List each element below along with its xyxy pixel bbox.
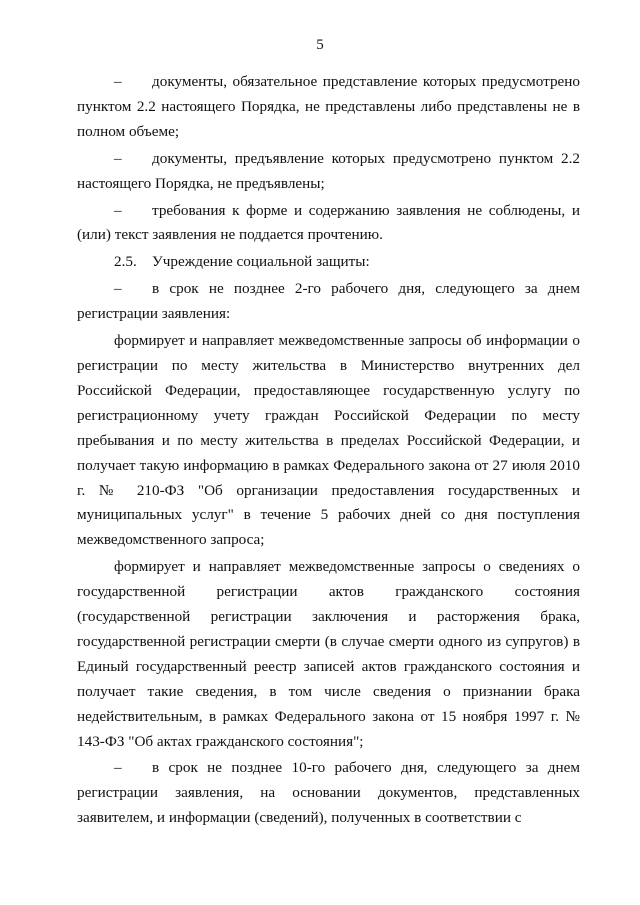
list-marker: –: [114, 201, 122, 219]
document-body: [77, 70, 580, 831]
section-number: 2.5.: [114, 253, 137, 271]
paragraph: формирует и направляет межведомственные запросы об информации о регистрации по месту жительства в Министерство внутренних дел Российской Федерации, предоставляющее государственную услугу по регистрационному учету граждан Российской Федерации по месту пребывания и по месту жительства в пределах Российской Федерации, и получает такую информацию в рамках Федерального закона от 27 июля 2010 г. № 210-ФЗ "Об организации предоставления государственных и муниципальных услуг" в течение 5 рабочих дней со дня поступления межведомственного запроса;: [77, 332, 580, 549]
paragraph-list-item: [77, 277, 580, 327]
paragraph-text: документы, предъявление которых предусмотрено пунктом 2.2 настоящего Порядка, не предъявлены;: [77, 149, 580, 192]
paragraph-list-item: [77, 70, 580, 145]
list-marker: –: [114, 73, 122, 90]
paragraph-list-item: [77, 756, 580, 831]
paragraph-text: в срок не позднее 2-го рабочего дня, следующего за днем регистрации заявления:: [77, 280, 580, 323]
list-marker: –: [114, 149, 122, 167]
list-marker: –: [114, 280, 122, 298]
paragraph: формирует и направляет межведомственные запросы о сведениях о государственной регистрации актов гражданского состояния (государственной регистрации заключения и расторжения брака, государственной регистрации смерти (в случае смерти одного из супругов) в Единый государственный реестр записей актов гражданского состояния и получает такие сведения, в том числе сведения о признании брака недействительным, в рамках Федерального закона от 15 ноября 1997 г. № 143-ФЗ "Об актах гражданского состояния";: [77, 558, 580, 750]
list-marker: –: [114, 759, 122, 777]
section-title: Учреждение социальной защиты:: [152, 253, 370, 271]
paragraph-text: требования к форме и содержанию заявления не соблюдены, и (или) текст заявления не поддается прочтению.: [77, 201, 580, 244]
paragraph-text: документы, обязательное представление которых предусмотрено пунктом 2.2 настоящего Порядка, не представлены либо представлены не в полном объеме;: [77, 73, 580, 140]
section-heading: [77, 250, 580, 275]
paragraph-list-item: [77, 199, 580, 249]
paragraph-text: в срок не позднее 10-го рабочего дня, следующего за днем регистрации заявления, на основании документов, представленных заявителем, и информации (сведений), полученных в соответствии с: [77, 759, 580, 827]
page-number: 5: [316, 37, 324, 53]
paragraph-list-item: [77, 147, 580, 197]
